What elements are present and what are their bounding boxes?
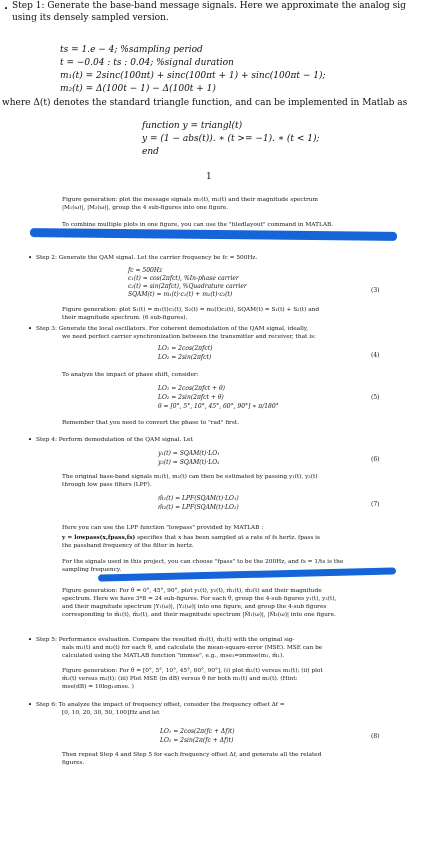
step6-text: Then repeat Step 4 and Step 5 for each frequency offset Δf, and generate all the related (62, 752, 322, 758)
step5-text: nals m₁(t) and m₂(t) for each θ, and calculate the mean-square-error (MSE). MSE can be (62, 645, 323, 651)
code-line: t = −0.04 : ts : 0.04; %signal duration (60, 58, 234, 68)
code-line: ts = 1.e − 4; %sampling period (60, 45, 203, 55)
body-text: The original base-band signals m₁(t), m₂(t) can then be estimated by passing y₁(t), y₂(t) (62, 474, 318, 480)
eq-number: (5) (371, 394, 380, 401)
code-line: m₁(t) = 2sinc(100πt) + sinc(100πt + 1) + sinc(100πt − 1); (60, 71, 326, 81)
eq-line: θ = [0°, 5°, 10°, 45°, 60°, 90°] ∗ π/180° (158, 403, 279, 410)
bullet: • (28, 701, 33, 709)
eq-line: LO₁ = 2cos(2πfct + θ) (158, 385, 225, 392)
bullet: • (28, 254, 33, 262)
eq-line: SQAM(t) = m₁(t)·c₁(t) + m₂(t)·c₂(t) (128, 291, 233, 298)
body-text: through low pass filters (LPF). (62, 482, 152, 488)
eq-line: LO₂ = 2sin(2πfct) (158, 354, 212, 361)
fig-text: Figure generation: plot the message signals m₁(t), m₂(t) and their magnitude spectrum (62, 197, 318, 203)
bullet: • (28, 636, 33, 644)
eq-line: c₂(t) = sin(2πfct), %Quadrature carrier (128, 283, 247, 290)
step5-text: calculated using the MATLAB function "immse", e.g., mse₁=immse(m₁, m̂₁). (62, 653, 285, 659)
eq-line: LO₂ = 2sin(2π(fc + Δf)t) (160, 737, 234, 744)
step6-text: figures. (62, 760, 85, 766)
step4-intro: Step 4: Perform demodulation of the QAM signal. Let (36, 437, 193, 443)
eq-number: (6) (371, 456, 380, 463)
lpf-line (62, 535, 320, 543)
fig-text: and their magnitude spectrum |Y₁(ω)|, |Y₂(ω)| into one figure, and group the 4-sub figures (62, 604, 327, 610)
body-text: To analyze the impact of phase shift, consider: (62, 372, 199, 378)
fig-text: their magnitude spectrum. (6 sub-figures). (62, 315, 188, 321)
body-text: Here you can use the LPF function "lowpass" provided by MATLAB : (62, 525, 264, 531)
eq-number: (3) (371, 287, 380, 294)
fig-text: |M₁(ω)|, |M₂(ω)|, group the 4 sub-figures into one figure. (62, 205, 229, 211)
eq-number: (7) (371, 501, 380, 508)
step2-intro: Step 2: Generate the QAM signal. Let the carrier frequency be fc = 500Hz. (36, 255, 258, 261)
step5-text: m̂₂(t) versus m₂(t); (iii) Plot MSE (in dB) versus θ for both m₁(t) and m₂(t). (Hint: (62, 676, 298, 682)
code-line: m₂(t) = Δ(100t − 1) − Δ(100t + 1) (60, 84, 216, 94)
step3-intro: Step 3: Generate the local oscillators. For coherent demodulation of the QAM signal, ideally, (36, 326, 309, 332)
body-text: For the signals used in this project, you can choose "fpass" to be the 200Hz, and fs = 1/ts is the (62, 559, 344, 565)
page-number: 1 (206, 172, 212, 182)
highlight-stroke (98, 567, 396, 581)
highlight-stroke (30, 228, 397, 241)
fig-text: Figure generation: plot S₁(t) = m₁(t)c₁(t), S₂(t) = m₂(t)c₂(t), SQAM(t) = S₁(t) + S₂(t) and (62, 307, 320, 313)
func-line: function y = triangl(t) (142, 121, 243, 131)
eq-line: LO₂ = 2sin(2πfct + θ) (158, 394, 224, 401)
bullet: • (28, 325, 33, 333)
eq-number: (4) (371, 352, 380, 359)
eq-line: y₁(t) = SQAM(t)·LO₁ (158, 450, 220, 457)
body-text: the passband frequency of the filter in hertz. (62, 543, 194, 549)
body-text: sampling frequency. (62, 567, 122, 573)
step6-text: [0, 10, 20, 30, 50, 100]Hz and let (62, 710, 160, 716)
eq-line: fc = 500Hz (128, 267, 163, 274)
step5-text: mse(dB) = 10log₁₀mse. ) (62, 684, 134, 690)
fig-text: Figure generation: For θ = 0°, 45°, 90°, plot y₁(t), y₂(t), m̂₁(t), m̂₂(t) and their magnitude (62, 588, 322, 594)
body-text: Remember that you need to convert the phase to "rad" first. (62, 420, 239, 426)
step1-line2: using its densely sampled version. (12, 13, 169, 23)
eq-line: m̂₁(t) = LPF(SQAM(t)·LO₁) (158, 495, 239, 502)
eq-line: m̂₂(t) = LPF(SQAM(t)·LO₂) (158, 504, 239, 511)
bullet: • (4, 5, 9, 13)
eq-line: y₂(t) = SQAM(t)·LO₂ (158, 459, 220, 466)
eq-line: LO₁ = 2cos(2πfct) (158, 345, 213, 352)
eq-number: (8) (371, 733, 380, 740)
where-line: where Δ(t) denotes the standard triangle function, and can be implemented in Matlab as (2, 98, 408, 108)
step6-text: Step 6: To analyze the impact of frequency offset, consider the frequency offset Δf = (36, 702, 285, 708)
eq-line: c₁(t) = cos(2πfct), %In-phase carrier (128, 275, 239, 282)
step3-intro: we need perfect carrier synchronization between the transmitter and receiver, that is: (62, 334, 317, 340)
func-line: y = (1 − abs(t)). ∗ (t >= −1). ∗ (t < 1); (142, 134, 320, 144)
step5-text: Step 5: Performance evaluation. Compare the resulted m̂₁(t), m̂₂(t) with the original sig- (36, 637, 295, 643)
eq-line: LO₁ = 2cos(2π(fc + Δf)t) (160, 728, 235, 735)
fig-text: corresponding to m̂₁(t), m̂₂(t), and their magnitude spectrum |M̂₁(ω)|, |M̂₂(ω)| into one figure. (62, 612, 336, 618)
func-line: end (142, 147, 159, 157)
step1-line1: Step 1: Generate the base-band message signals. Here we approximate the analog sig (12, 1, 406, 11)
lpf-code: y = lowpass(x,fpass,fs) (62, 535, 136, 541)
step5-text: Figure generation: For θ = [0°, 5°, 10°, 45°, 60°, 90°], (i) plot m̂₁(t) versus m₁(t); (ii) plot (62, 668, 323, 674)
lpf-desc: specifies that x has been sampled at a rate of fs hertz. fpass is (135, 535, 320, 541)
bullet: • (28, 436, 33, 444)
fig-text: spectrum. Here we have 3*8 = 24 sub-figures. For each θ, group the 4-sub figures y₁(t), y₂(t), (62, 596, 337, 602)
fig-text: To combine multiple plots in one figure, you can use the "tiledlayout" command in MATLAB. (62, 222, 334, 228)
